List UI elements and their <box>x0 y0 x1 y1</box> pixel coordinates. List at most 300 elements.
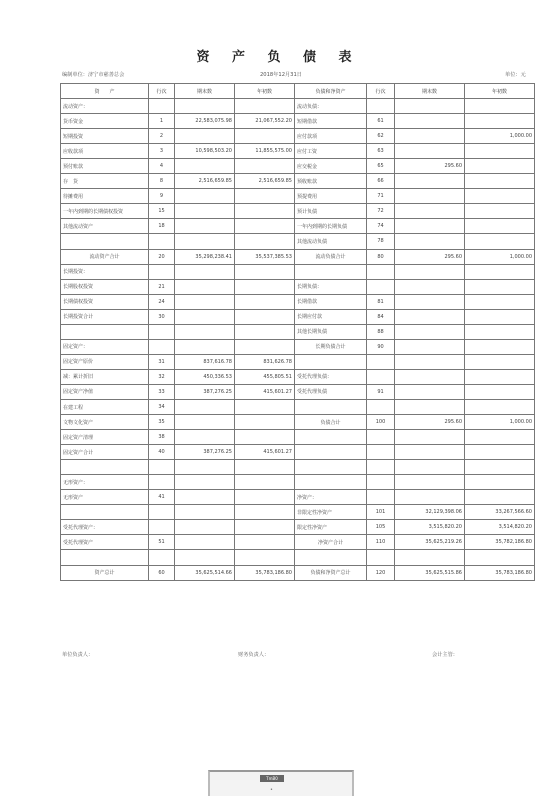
right-end-value <box>395 144 465 159</box>
header-year-begin: 年初数 <box>465 84 535 99</box>
right-item-cell <box>295 460 367 475</box>
left-end-value <box>175 520 235 535</box>
table-row <box>61 520 535 535</box>
left-end-value: 35,625,514.66 <box>175 565 235 580</box>
left-begin-value <box>235 264 295 279</box>
right-line-cell: 74 <box>367 219 395 234</box>
left-begin-value: 831,626.78 <box>235 354 295 369</box>
right-item-cell: 限定性净资产 <box>295 520 367 535</box>
table-row <box>61 475 535 490</box>
table-row <box>61 535 535 550</box>
right-end-value <box>395 234 465 249</box>
left-end-value <box>175 159 235 174</box>
right-end-value: 295.60 <box>395 249 465 264</box>
right-begin-value: 35,782,186.80 <box>465 535 535 550</box>
right-line-cell: 100 <box>367 415 395 430</box>
right-line-cell <box>367 460 395 475</box>
right-item-cell: 受托代理负债： <box>295 369 367 384</box>
right-item-cell <box>295 399 367 414</box>
left-begin-value <box>235 399 295 414</box>
right-end-value <box>395 129 465 144</box>
left-begin-value: 35,537,385.53 <box>235 249 295 264</box>
left-item-cell: 短期投资 <box>61 129 149 144</box>
right-end-value <box>395 445 465 460</box>
left-line-cell <box>149 505 175 520</box>
right-begin-value <box>465 264 535 279</box>
left-item-cell: 资产总计 <box>61 565 149 580</box>
left-item-cell: 流动资产： <box>61 99 149 114</box>
left-end-value <box>175 505 235 520</box>
left-item-cell: 其他流动资产 <box>61 219 149 234</box>
left-begin-value <box>235 505 295 520</box>
binding-label: TmB0 <box>260 775 284 782</box>
right-end-value <box>395 399 465 414</box>
table-row <box>61 114 535 129</box>
left-item-cell: 受托代理资产： <box>61 520 149 535</box>
right-begin-value <box>465 234 535 249</box>
left-end-value <box>175 234 235 249</box>
left-line-cell: 4 <box>149 159 175 174</box>
right-begin-value <box>465 384 535 399</box>
table-row <box>61 490 535 505</box>
header-year-begin: 年初数 <box>235 84 295 99</box>
right-begin-value <box>465 309 535 324</box>
header-period-end: 期末数 <box>395 84 465 99</box>
report-date: 2018年12月31日 <box>260 72 302 78</box>
right-end-value: 3,515,820.20 <box>395 520 465 535</box>
right-end-value <box>395 294 465 309</box>
left-begin-value <box>235 219 295 234</box>
table-body <box>61 99 535 581</box>
currency-unit: 单位：元 <box>505 72 526 78</box>
left-item-cell: 无形资产： <box>61 475 149 490</box>
left-end-value <box>175 535 235 550</box>
left-item-cell <box>61 460 149 475</box>
left-end-value: 450,336.53 <box>175 369 235 384</box>
left-item-cell: 货币资金 <box>61 114 149 129</box>
left-begin-value <box>235 460 295 475</box>
right-item-cell: 流动负债： <box>295 99 367 114</box>
left-begin-value <box>235 159 295 174</box>
left-line-cell: 24 <box>149 294 175 309</box>
table-row <box>61 354 535 369</box>
right-line-cell: 62 <box>367 129 395 144</box>
left-end-value: 387,276.25 <box>175 445 235 460</box>
binding-strip <box>208 770 354 796</box>
right-end-value <box>395 309 465 324</box>
right-begin-value <box>465 294 535 309</box>
right-line-cell: 71 <box>367 189 395 204</box>
right-begin-value <box>465 219 535 234</box>
right-line-cell: 101 <box>367 505 395 520</box>
left-item-cell: 存 货 <box>61 174 149 189</box>
left-line-cell: 1 <box>149 114 175 129</box>
right-begin-value <box>465 460 535 475</box>
right-line-cell: 66 <box>367 174 395 189</box>
table-row <box>61 565 535 580</box>
left-line-cell: 38 <box>149 430 175 445</box>
left-begin-value <box>235 234 295 249</box>
right-item-cell: 负债和净资产总计 <box>295 565 367 580</box>
right-begin-value: 1,000.00 <box>465 249 535 264</box>
right-begin-value <box>465 99 535 114</box>
left-line-cell <box>149 475 175 490</box>
table-row <box>61 189 535 204</box>
left-item-cell: 长期投资合计 <box>61 309 149 324</box>
table-row <box>61 550 535 565</box>
left-line-cell: 15 <box>149 204 175 219</box>
left-begin-value: 35,783,186.80 <box>235 565 295 580</box>
right-line-cell: 84 <box>367 309 395 324</box>
table-row <box>61 279 535 294</box>
right-line-cell: 65 <box>367 159 395 174</box>
right-begin-value <box>465 324 535 339</box>
left-begin-value <box>235 475 295 490</box>
right-line-cell: 80 <box>367 249 395 264</box>
right-line-cell <box>367 445 395 460</box>
table-row <box>61 399 535 414</box>
right-item-cell <box>295 475 367 490</box>
left-end-value: 837,616.78 <box>175 354 235 369</box>
right-begin-value <box>465 430 535 445</box>
right-begin-value <box>465 354 535 369</box>
left-end-value <box>175 430 235 445</box>
right-item-cell: 受托代理负债 <box>295 384 367 399</box>
table-row <box>61 445 535 460</box>
left-line-cell <box>149 339 175 354</box>
table-row <box>61 384 535 399</box>
table-row <box>61 369 535 384</box>
right-begin-value <box>465 279 535 294</box>
right-begin-value <box>465 399 535 414</box>
table-row <box>61 129 535 144</box>
right-item-cell: 预提费用 <box>295 189 367 204</box>
left-end-value <box>175 324 235 339</box>
right-line-cell <box>367 550 395 565</box>
right-line-cell <box>367 99 395 114</box>
table-row <box>61 264 535 279</box>
left-line-cell <box>149 264 175 279</box>
left-item-cell: 固定资产原价 <box>61 354 149 369</box>
right-begin-value: 1,000.00 <box>465 415 535 430</box>
left-end-value: 35,298,238.41 <box>175 249 235 264</box>
right-item-cell <box>295 264 367 279</box>
header-line-no: 行次 <box>367 84 395 99</box>
right-item-cell: 长期负债： <box>295 279 367 294</box>
right-line-cell: 90 <box>367 339 395 354</box>
left-line-cell: 35 <box>149 415 175 430</box>
right-begin-value <box>465 475 535 490</box>
table-header-row <box>61 84 535 99</box>
right-line-cell <box>367 430 395 445</box>
left-end-value <box>175 309 235 324</box>
left-item-cell: 长期股权投资 <box>61 279 149 294</box>
footer-finance: 财务负责人： <box>238 652 270 658</box>
left-line-cell: 32 <box>149 369 175 384</box>
right-line-cell: 88 <box>367 324 395 339</box>
right-item-cell: 短期借款 <box>295 114 367 129</box>
left-item-cell: 待摊费用 <box>61 189 149 204</box>
right-item-cell <box>295 430 367 445</box>
left-line-cell: 3 <box>149 144 175 159</box>
right-end-value: 32,129,398.06 <box>395 505 465 520</box>
right-end-value <box>395 490 465 505</box>
left-line-cell: 21 <box>149 279 175 294</box>
right-end-value <box>395 264 465 279</box>
left-item-cell <box>61 550 149 565</box>
right-begin-value <box>465 339 535 354</box>
right-end-value <box>395 339 465 354</box>
left-line-cell: 41 <box>149 490 175 505</box>
table-row <box>61 339 535 354</box>
left-item-cell: 固定资产合计 <box>61 445 149 460</box>
right-end-value <box>395 550 465 565</box>
right-begin-value <box>465 144 535 159</box>
page-title: 资 产 负 债 表 <box>196 50 361 65</box>
left-line-cell <box>149 460 175 475</box>
right-line-cell <box>367 264 395 279</box>
left-begin-value: 11,855,575.00 <box>235 144 295 159</box>
right-begin-value: 33,267,566.60 <box>465 505 535 520</box>
left-line-cell <box>149 550 175 565</box>
left-line-cell: 51 <box>149 535 175 550</box>
left-line-cell <box>149 99 175 114</box>
right-item-cell: 预收账款 <box>295 174 367 189</box>
right-line-cell: 105 <box>367 520 395 535</box>
left-item-cell <box>61 234 149 249</box>
right-begin-value <box>465 174 535 189</box>
right-item-cell: 其他长期负债 <box>295 324 367 339</box>
table-row <box>61 144 535 159</box>
right-begin-value <box>465 189 535 204</box>
table-row <box>61 219 535 234</box>
right-end-value <box>395 460 465 475</box>
right-begin-value: 35,783,186.80 <box>465 565 535 580</box>
right-line-cell <box>367 369 395 384</box>
left-begin-value <box>235 294 295 309</box>
left-end-value: 387,276.25 <box>175 384 235 399</box>
right-item-cell: 应付款项 <box>295 129 367 144</box>
right-end-value <box>395 114 465 129</box>
left-item-cell: 固定资产清理 <box>61 430 149 445</box>
table-row <box>61 324 535 339</box>
right-end-value <box>395 204 465 219</box>
left-line-cell: 30 <box>149 309 175 324</box>
left-begin-value <box>235 550 295 565</box>
table-row <box>61 460 535 475</box>
left-begin-value: 21,067,552.20 <box>235 114 295 129</box>
header-assets: 资 产 <box>61 84 149 99</box>
left-end-value <box>175 204 235 219</box>
right-item-cell: 预计负债 <box>295 204 367 219</box>
right-begin-value <box>465 114 535 129</box>
right-item-cell <box>295 550 367 565</box>
left-line-cell: 34 <box>149 399 175 414</box>
right-item-cell: 一年内到期的长期负债 <box>295 219 367 234</box>
left-begin-value: 455,805.51 <box>235 369 295 384</box>
left-item-cell: 长期债权投资 <box>61 294 149 309</box>
right-line-cell: 78 <box>367 234 395 249</box>
left-line-cell: 33 <box>149 384 175 399</box>
left-begin-value <box>235 520 295 535</box>
left-line-cell: 31 <box>149 354 175 369</box>
left-begin-value <box>235 535 295 550</box>
balance-sheet-table <box>60 83 535 581</box>
right-line-cell: 120 <box>367 565 395 580</box>
table-row <box>61 234 535 249</box>
left-item-cell: 固定资产净值 <box>61 384 149 399</box>
left-item-cell: 在建工程 <box>61 399 149 414</box>
header-line-no: 行次 <box>149 84 175 99</box>
right-item-cell: 其他流动负债 <box>295 234 367 249</box>
right-end-value <box>395 174 465 189</box>
right-begin-value: 3,514,820.20 <box>465 520 535 535</box>
left-begin-value <box>235 430 295 445</box>
table-row <box>61 99 535 114</box>
left-item-cell: 预付账款 <box>61 159 149 174</box>
left-begin-value <box>235 279 295 294</box>
right-begin-value <box>465 369 535 384</box>
right-end-value <box>395 219 465 234</box>
left-item-cell: 无形资产 <box>61 490 149 505</box>
right-line-cell <box>367 354 395 369</box>
left-line-cell: 40 <box>149 445 175 460</box>
left-begin-value <box>235 490 295 505</box>
left-end-value <box>175 399 235 414</box>
table-row <box>61 505 535 520</box>
left-line-cell: 60 <box>149 565 175 580</box>
left-item-cell: 固定资产： <box>61 339 149 354</box>
table-row <box>61 159 535 174</box>
left-begin-value <box>235 309 295 324</box>
left-end-value <box>175 339 235 354</box>
left-end-value <box>175 475 235 490</box>
left-end-value <box>175 264 235 279</box>
right-end-value <box>395 354 465 369</box>
left-begin-value <box>235 324 295 339</box>
right-item-cell <box>295 445 367 460</box>
right-item-cell: 应付工资 <box>295 144 367 159</box>
right-end-value <box>395 99 465 114</box>
left-begin-value <box>235 129 295 144</box>
left-line-cell: 9 <box>149 189 175 204</box>
left-item-cell: 长期投资： <box>61 264 149 279</box>
right-begin-value <box>465 445 535 460</box>
left-end-value <box>175 294 235 309</box>
right-line-cell: 110 <box>367 535 395 550</box>
right-line-cell <box>367 490 395 505</box>
left-line-cell: 8 <box>149 174 175 189</box>
left-end-value <box>175 279 235 294</box>
left-end-value <box>175 129 235 144</box>
left-end-value: 10,598,503.20 <box>175 144 235 159</box>
left-line-cell: 18 <box>149 219 175 234</box>
left-begin-value <box>235 99 295 114</box>
right-item-cell: 长期借款 <box>295 294 367 309</box>
right-end-value <box>395 189 465 204</box>
footer-principal: 单位负责人： <box>62 652 94 658</box>
right-begin-value: 1,000.00 <box>465 129 535 144</box>
right-item-cell: 负债合计 <box>295 415 367 430</box>
left-line-cell: 20 <box>149 249 175 264</box>
left-line-cell <box>149 324 175 339</box>
footer-accountant: 会计主管： <box>432 652 458 658</box>
right-end-value: 295.60 <box>395 415 465 430</box>
right-end-value <box>395 430 465 445</box>
left-item-cell: 减：累计折旧 <box>61 369 149 384</box>
left-end-value <box>175 490 235 505</box>
left-item-cell <box>61 505 149 520</box>
left-end-value <box>175 415 235 430</box>
right-item-cell <box>295 354 367 369</box>
table-row <box>61 309 535 324</box>
right-end-value <box>395 279 465 294</box>
table-row <box>61 174 535 189</box>
right-line-cell <box>367 279 395 294</box>
right-line-cell: 63 <box>367 144 395 159</box>
right-begin-value <box>465 490 535 505</box>
right-item-cell: 净资产合计 <box>295 535 367 550</box>
right-line-cell <box>367 475 395 490</box>
right-end-value: 35,625,515.86 <box>395 565 465 580</box>
right-begin-value <box>465 159 535 174</box>
left-item-cell: 应收款项 <box>61 144 149 159</box>
binding-dot-icon: • <box>270 787 273 793</box>
header-period-end: 期末数 <box>175 84 235 99</box>
left-begin-value <box>235 189 295 204</box>
right-begin-value <box>465 550 535 565</box>
header-liabilities: 负债和净资产 <box>295 84 367 99</box>
right-line-cell <box>367 399 395 414</box>
left-begin-value: 415,601.27 <box>235 445 295 460</box>
right-item-cell: 长期负债合计 <box>295 339 367 354</box>
reporting-unit: 编制单位：济宁市慈善总会 <box>62 72 125 78</box>
table-row <box>61 430 535 445</box>
left-line-cell <box>149 234 175 249</box>
left-line-cell: 2 <box>149 129 175 144</box>
right-end-value <box>395 324 465 339</box>
left-begin-value: 2,516,659.85 <box>235 174 295 189</box>
left-end-value: 22,583,075.98 <box>175 114 235 129</box>
right-line-cell: 91 <box>367 384 395 399</box>
left-begin-value <box>235 204 295 219</box>
left-end-value <box>175 219 235 234</box>
left-begin-value: 415,601.27 <box>235 384 295 399</box>
right-line-cell: 72 <box>367 204 395 219</box>
right-line-cell: 81 <box>367 294 395 309</box>
left-begin-value <box>235 415 295 430</box>
right-item-cell: 非限定性净资产 <box>295 505 367 520</box>
left-end-value <box>175 189 235 204</box>
left-end-value: 2,516,659.85 <box>175 174 235 189</box>
right-item-cell: 应交税金 <box>295 159 367 174</box>
left-end-value <box>175 460 235 475</box>
left-item-cell: 一年内到期的长期债权投资 <box>61 204 149 219</box>
left-item-cell: 受托代理资产 <box>61 535 149 550</box>
table-row <box>61 294 535 309</box>
right-item-cell: 长期应付款 <box>295 309 367 324</box>
right-end-value: 295.60 <box>395 159 465 174</box>
left-item-cell <box>61 324 149 339</box>
right-end-value: 35,625,219.26 <box>395 535 465 550</box>
right-end-value <box>395 384 465 399</box>
table-row <box>61 249 535 264</box>
right-line-cell: 61 <box>367 114 395 129</box>
table-row <box>61 415 535 430</box>
right-begin-value <box>465 204 535 219</box>
right-end-value <box>395 369 465 384</box>
right-end-value <box>395 475 465 490</box>
